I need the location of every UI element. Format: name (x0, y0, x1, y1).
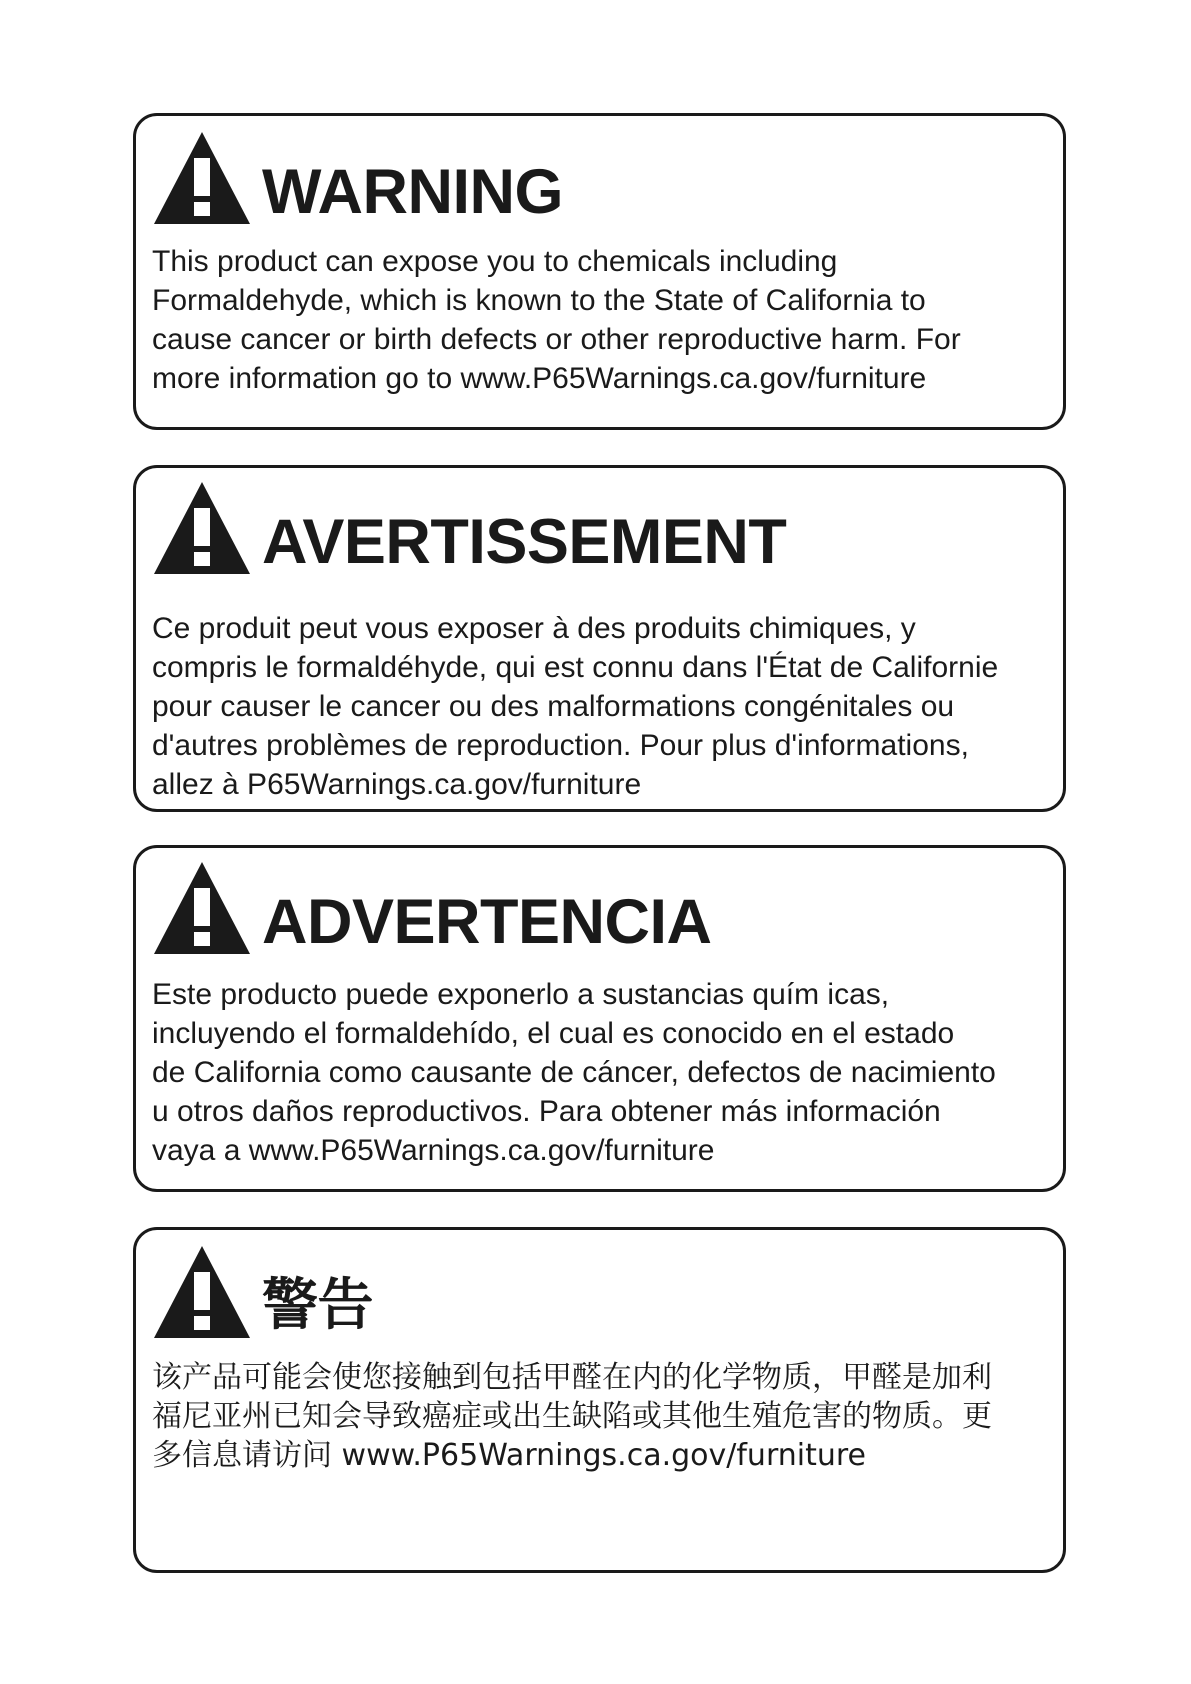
warning-panel-spanish (133, 845, 1066, 1192)
warning-body-text: 该产品可能会使您接触到包括甲醛在内的化学物质，甲醛是加利 福尼亚州已知会导致癌症或出生缺陷或其他生殖危害的物质。更 多信息请访问 www.P65Warnings.ca.gov/furniture (152, 1360, 992, 1473)
warning-body-text: Ce produit peut vous exposer à des produits chimiques, y compris le formaldéhyde, qui est connu dans l'État de Californie pour causer le cancer ou des malformations congénitales ou d'autres problèmes de reproduction. Pour plus d'informations, allez à P65Warnings.ca.gov/furniture (152, 612, 999, 801)
warning-panel-english (133, 113, 1066, 430)
warning-heading-row (152, 860, 712, 956)
warning-heading: AVERTISSEMENT (262, 507, 787, 577)
warning-body-text: Este producto puede exponerlo a sustancias quím icas, incluyendo el formaldehído, el cual es conocido en el estado de California como causante de cáncer, defectos de nacimiento u otros daños reproductivos. Para obtener más información vaya a www.P65Warnings.ca.gov/furniture (152, 978, 996, 1167)
warning-body-text: This product can expose you to chemicals including Formaldehyde, which is known to the State of California to cause cancer or birth defects or other reproductive harm. For more information go to www.P65Warnings.ca.gov/furniture (152, 245, 961, 395)
warning-triangle-icon (152, 1244, 252, 1340)
warning-triangle-icon (152, 480, 252, 576)
warning-panel-french (133, 465, 1066, 812)
warning-heading: 警告 (262, 1273, 373, 1338)
warning-heading-row (152, 1244, 373, 1340)
warning-heading-row (152, 130, 563, 226)
warning-heading: WARNING (262, 157, 563, 227)
warning-triangle-icon (152, 860, 252, 956)
warning-heading: ADVERTENCIA (262, 887, 712, 957)
warning-heading-row (152, 480, 786, 576)
warning-triangle-icon (152, 130, 252, 226)
warning-panel-chinese (133, 1227, 1066, 1573)
